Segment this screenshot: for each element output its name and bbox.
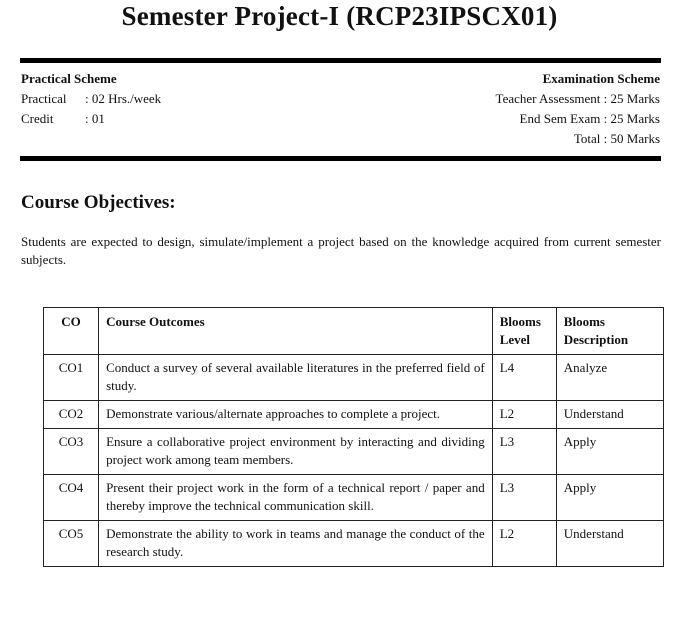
examination-scheme (496, 69, 660, 149)
co-description: Apply (556, 429, 663, 475)
table-row (44, 401, 664, 429)
table-row (44, 475, 664, 521)
total-marks-row: Total : 50 Marks (573, 131, 660, 146)
co-outcome: Conduct a survey of several available literatures in the preferred field of study. (99, 355, 493, 401)
examination-scheme-heading: Examination Scheme (542, 71, 660, 86)
top-divider (20, 58, 661, 63)
co-outcome: Ensure a collaborative project environment by interacting and dividing project work among team members. (99, 429, 493, 475)
table-row (44, 429, 664, 475)
practical-scheme (21, 69, 161, 129)
co-description: Understand (556, 521, 663, 567)
co-description: Apply (556, 475, 663, 521)
teacher-assessment-row: Teacher Assessment : 25 Marks (495, 91, 660, 106)
co-outcome: Demonstrate the ability to work in teams and manage the conduct of the research study. (99, 521, 493, 567)
course-objectives-title: Course Objectives: (21, 192, 176, 213)
table-row (44, 355, 664, 401)
practical-scheme-heading: Practical Scheme (21, 71, 117, 86)
co-description: Analyze (556, 355, 663, 401)
co-id: CO5 (44, 521, 99, 567)
credit-key: Credit (21, 111, 54, 126)
co-id: CO1 (44, 355, 99, 401)
bottom-divider (20, 156, 661, 161)
co-outcome: Present their project work in the form of a technical report / paper and thereby improve the technical communication skill. (99, 475, 493, 521)
header-blooms-level: Blooms Level (492, 308, 556, 355)
co-id: CO2 (44, 401, 99, 429)
co-outcome: Demonstrate various/alternate approaches to complete a project. (99, 401, 493, 429)
course-outcomes-table (43, 307, 664, 567)
practical-key: Practical (21, 91, 67, 106)
co-level: L3 (492, 429, 556, 475)
course-objectives-text: Students are expected to design, simulate/implement a project based on the knowledge acquired from current semester subjects. (21, 234, 661, 267)
table-header-row (44, 308, 664, 355)
co-level: L3 (492, 475, 556, 521)
header-blooms-description: Blooms Description (556, 308, 663, 355)
co-id: CO4 (44, 475, 99, 521)
practical-row (21, 89, 161, 109)
end-sem-exam-row: End Sem Exam : 25 Marks (519, 111, 660, 126)
co-level: L2 (492, 521, 556, 567)
practical-value: : 02 Hrs./week (85, 91, 162, 106)
co-level: L2 (492, 401, 556, 429)
co-id: CO3 (44, 429, 99, 475)
page-title: Semester Project-I (RCP23IPSCX01) (121, 1, 558, 31)
credit-value: : 01 (85, 111, 105, 126)
co-description: Understand (556, 401, 663, 429)
header-co: CO (44, 308, 99, 355)
header-course-outcomes: Course Outcomes (99, 308, 493, 355)
table-row (44, 521, 664, 567)
credit-row (21, 109, 161, 129)
co-level: L4 (492, 355, 556, 401)
